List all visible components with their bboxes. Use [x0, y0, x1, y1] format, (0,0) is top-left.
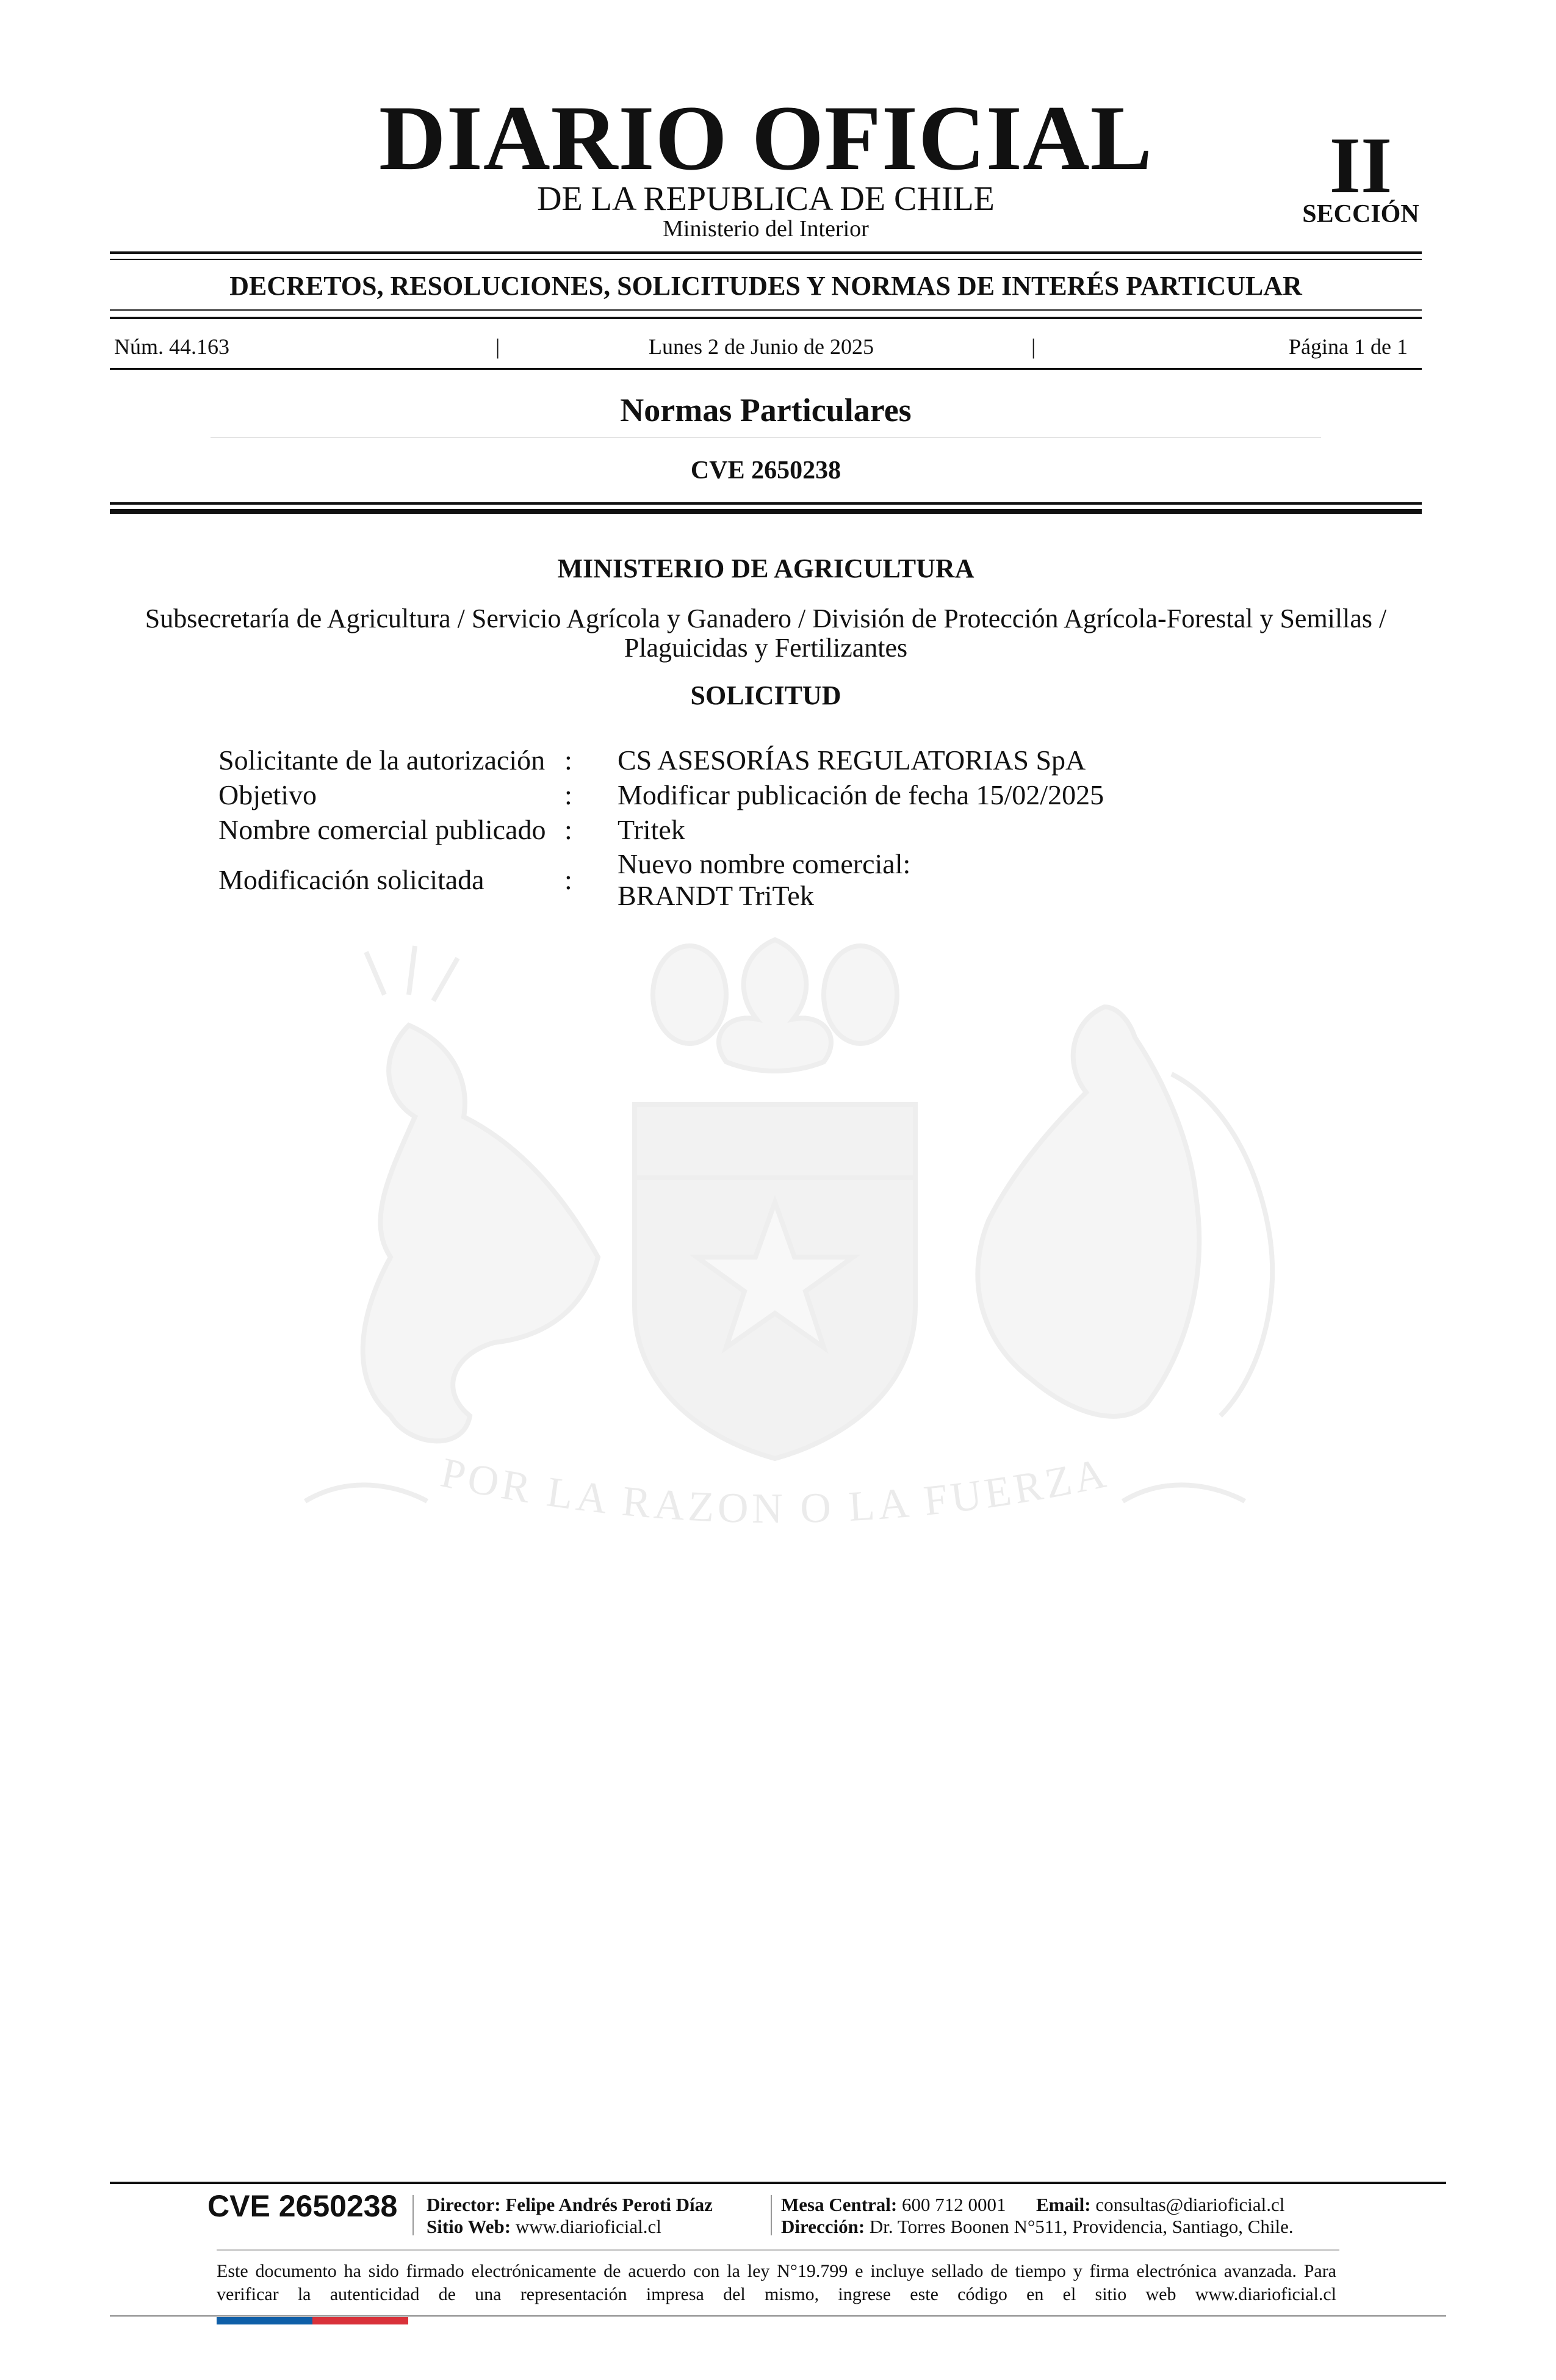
issue-date: Lunes 2 de Junio de 2025 [649, 334, 874, 359]
footer-rule-mid [217, 2249, 1339, 2251]
legal-notice: Este documento ha sido firmado electrónicamente de acuerdo con la ley N°19.799 e incluye sellado de tiempo y firma electrónica avanzada. Para verificar la autenticidad de una representación impresa del mismo, ingrese este código en el sitio web www.diarioficial.cl [217, 2261, 1336, 2305]
band-rule-1 [110, 309, 1422, 311]
issue-number: Núm. 44.163 [114, 334, 229, 359]
director-label: Director: [427, 2194, 501, 2215]
field-colon: : [564, 745, 572, 776]
footer-cve-code: CVE 2650238 [207, 2189, 398, 2223]
masthead-subtitle: DE LA REPUBLICA DE CHILE [537, 180, 995, 218]
band-rule-2 [110, 317, 1422, 319]
ministry-heading: MINISTERIO DE AGRICULTURA [557, 554, 974, 583]
email-link[interactable]: consultas@diarioficial.cl [1095, 2194, 1285, 2215]
field-label: Objetivo [218, 779, 317, 810]
cve-code: CVE 2650238 [690, 456, 841, 485]
coat-of-arms-motto: POR LA RAZON O LA FUERZA [436, 1449, 1114, 1533]
header-rule-top [110, 251, 1422, 254]
field-value: Tritek [618, 814, 685, 845]
page-count: Página 1 de 1 [1289, 334, 1408, 359]
phone-number: 600 712 0001 [902, 2194, 1006, 2215]
field-colon: : [564, 779, 572, 810]
coat-of-arms-icon [207, 915, 1342, 1678]
cve-rule-1 [110, 502, 1422, 505]
footer-divider [412, 2195, 414, 2235]
footer-rule-top [110, 2182, 1446, 2184]
website-link[interactable]: www.diarioficial.cl [515, 2216, 661, 2237]
masthead-title: DIARIO OFICIAL [378, 87, 1153, 189]
flag-stripe-red [312, 2317, 408, 2324]
footer-director [427, 2195, 713, 2214]
norms-divider [211, 437, 1321, 438]
field-label: Solicitante de la autorización [218, 745, 546, 776]
address-label: Dirección: [781, 2216, 865, 2237]
field-label: Nombre comercial publicado [218, 814, 546, 845]
norms-title: Normas Particulares [620, 392, 912, 428]
section-band-title: DECRETOS, RESOLUCIONES, SOLICITUDES Y NORMAS DE INTERÉS PARTICULAR [229, 271, 1302, 301]
section-numeral: II [1329, 120, 1392, 210]
svg-text:POR LA RAZON O LA FUERZA [437, 1449, 1113, 1532]
email-label: Email: [1036, 2194, 1091, 2215]
field-value: BRANDT TriTek [618, 880, 814, 911]
meta-rule [110, 368, 1422, 370]
footer-divider [771, 2195, 772, 2235]
field-colon: : [564, 864, 572, 895]
footer-rule-bottom [110, 2315, 1446, 2317]
footer-contact [781, 2195, 1284, 2214]
subunit-path [104, 604, 1428, 663]
footer-address [781, 2217, 1294, 2236]
phone-label: Mesa Central: [781, 2194, 898, 2215]
meta-separator: | [1031, 334, 1036, 359]
field-value: Nuevo nombre comercial: [618, 848, 911, 879]
request-heading: SOLICITUD [690, 680, 841, 710]
header-rule-top-thin [110, 259, 1422, 260]
footer-website [427, 2217, 661, 2236]
address-text: Dr. Torres Boonen N°511, Providencia, Santiago, Chile. [869, 2216, 1294, 2237]
director-name: Felipe Andrés Peroti Díaz [505, 2194, 713, 2215]
masthead-ministry: Ministerio del Interior [663, 216, 869, 242]
field-colon: : [564, 814, 572, 845]
cve-rule-2 [110, 509, 1422, 514]
flag-stripe-blue [217, 2317, 312, 2324]
field-label: Modificación solicitada [218, 864, 484, 895]
subunit-line: Plaguicidas y Fertilizantes [624, 633, 908, 663]
section-label: SECCIÓN [1302, 200, 1419, 228]
field-value: Modificar publicación de fecha 15/02/2025 [618, 779, 1104, 810]
field-value: CS ASESORÍAS REGULATORIAS SpA [618, 745, 1086, 776]
subunit-line: Subsecretaría de Agricultura / Servicio Agrícola y Ganadero / División de Protección Agrícola-Forestal y Semillas / [145, 604, 1387, 633]
meta-separator: | [495, 334, 500, 359]
website-label: Sitio Web: [427, 2216, 511, 2237]
